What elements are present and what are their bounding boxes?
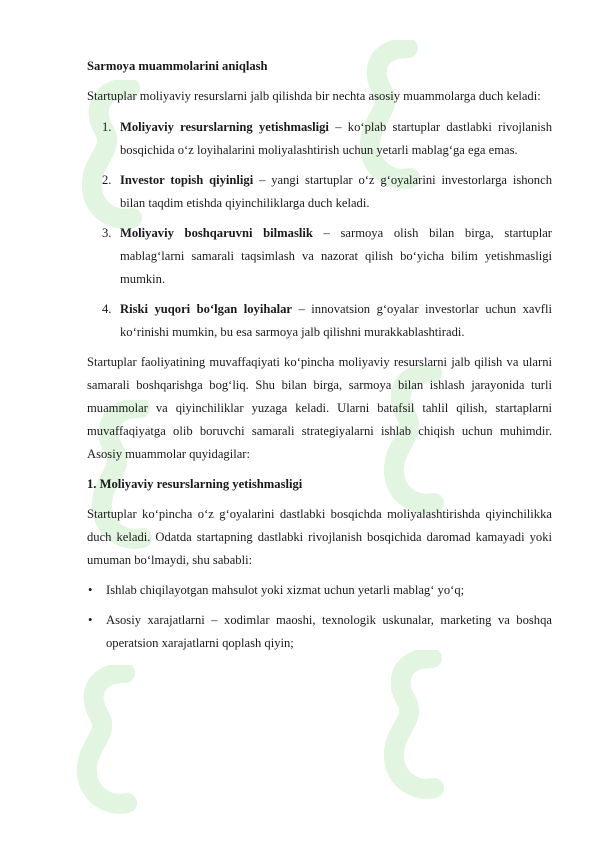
list-text: – innovatsion g‘oyalar investorlar uchun xavfli ko‘rinishi mumkin, bu esa sarmoya jalb qilishni murakkablashtiradi. xyxy=(120,302,552,339)
list-item xyxy=(87,609,552,655)
list-term: Investor topish qiyinligi xyxy=(120,173,254,187)
list-term: Riski yuqori bo‘lgan loyihalar xyxy=(120,302,293,316)
list-number: 3. xyxy=(102,226,112,240)
bullet-list xyxy=(87,579,552,655)
body-paragraph: Startuplar ko‘pincha o‘z g‘oyalarini dastlabki bosqichda moliyalashtirishda qiyinchilikka duch keladi. Odatda startapning dastlabki rivojlanish bosqichida daromad kamayadi yoki umuman bo‘lmaydi, shu sababli: xyxy=(87,507,552,567)
list-item xyxy=(87,116,552,162)
list-text: – ko‘plab startuplar dastlabki rivojlanish bosqichida o‘z loyihalarini moliyalashtirish uchun yetarli mablag‘ga ega emas. xyxy=(120,120,552,157)
problems-list xyxy=(87,116,552,344)
list-term: Moliyaviy resurslarning yetishmasligi xyxy=(120,120,329,134)
list-number: 1. xyxy=(102,120,112,134)
bullet-icon: • xyxy=(88,613,93,627)
list-number: 4. xyxy=(102,302,112,316)
list-item xyxy=(87,169,552,215)
document-body xyxy=(87,55,552,662)
list-item xyxy=(87,579,552,602)
watermark-logo-icon xyxy=(65,665,157,815)
body-paragraph: Startuplar faoliyatining muvaffaqiyati ko‘pincha moliyaviy resurslarni jalb qilish va ularni samarali boshqarishga bog‘liq. Shu bilan birga, sarmoya bilan ishlash jarayonida turli muammolar va qiyinchiliklar yuzaga keladi. Ularni batafsil tahlil qilish, startaplarni muvaffaqiyatga olib boruvchi samarali strategiyalarni ishlab chiqish uchun muhimdir. Asosiy muammolar quyidagilar: xyxy=(87,355,552,461)
list-text: Asosiy xarajatlarni – xodimlar maoshi, texnologik uskunalar, marketing va boshqa operatsion xarajatlarni qoplash qiyin; xyxy=(106,613,552,650)
list-text: – yangi startuplar o‘z g‘oyalarini investorlarga ishonch bilan taqdim etishda qiyinchiliklarga duch keladi. xyxy=(120,173,552,210)
subsection-title: 1. Moliyaviy resurslarning yetishmasligi xyxy=(87,477,303,491)
list-number: 2. xyxy=(102,173,112,187)
bullet-icon: • xyxy=(88,583,93,597)
intro-paragraph: Startuplar moliyaviy resurslarni jalb qilishda bir nechta asosiy muammolarga duch keladi: xyxy=(87,89,541,103)
list-item xyxy=(87,222,552,291)
list-text: Ishlab chiqilayotgan mahsulot yoki xizmat uchun yetarli mablag‘ yo‘q; xyxy=(106,583,465,597)
watermark-logo-icon xyxy=(372,650,464,800)
list-term: Moliyaviy boshqaruvni bilmaslik xyxy=(120,226,313,240)
section-title: Sarmoya muammolarini aniqlash xyxy=(87,59,268,73)
list-item xyxy=(87,298,552,344)
list-text: – sarmoya olish bilan birga, startuplar mablag‘larni samarali taqsimlash va nazorat qilish bo‘yicha bilim yetishmasligi mumkin. xyxy=(120,226,552,286)
